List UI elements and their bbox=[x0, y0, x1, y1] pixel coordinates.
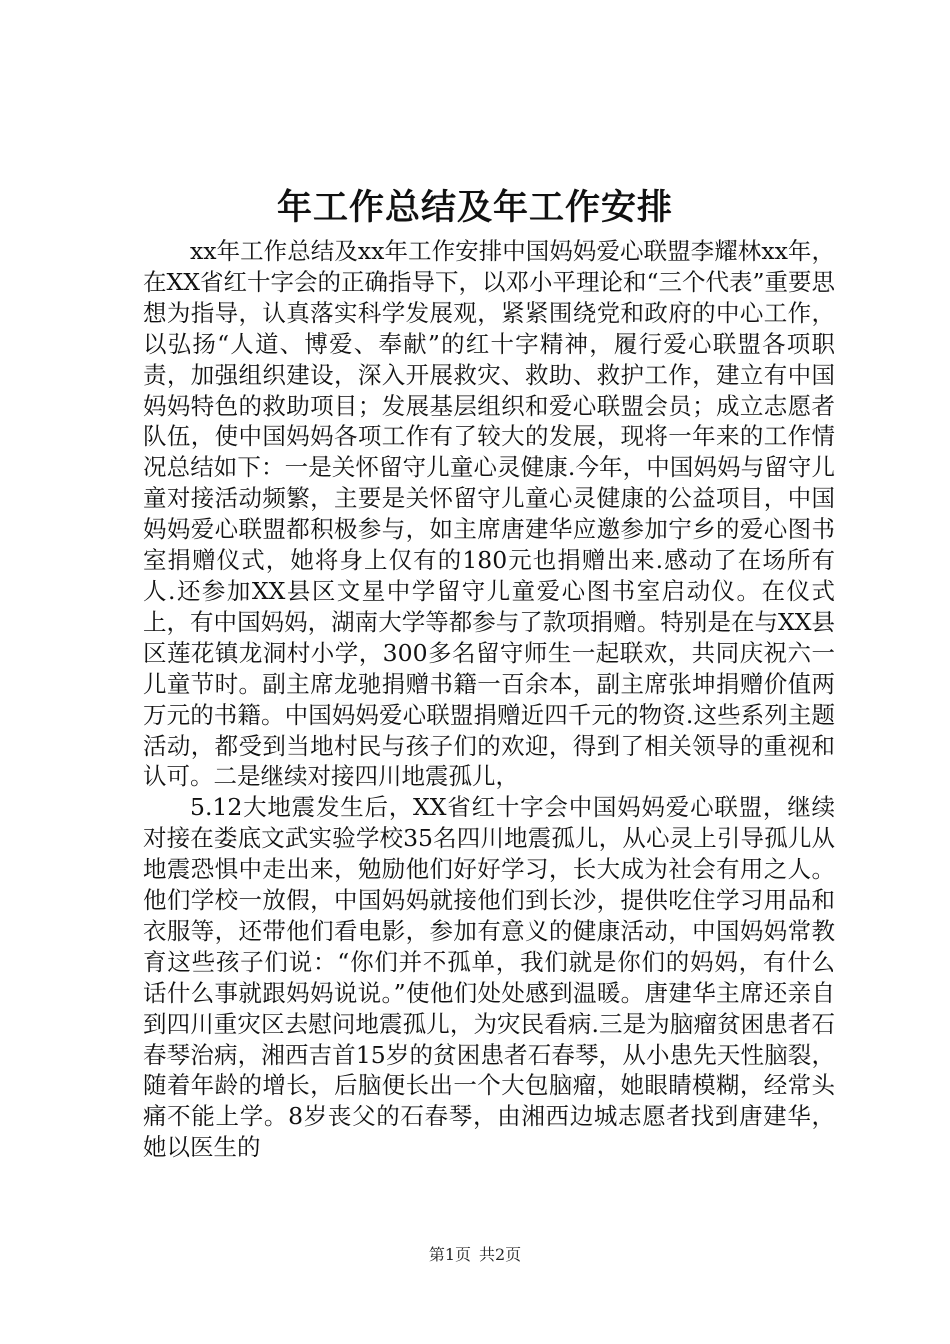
paragraph-2: 5.12大地震发生后，XX省红十字会中国妈妈爱心联盟，继续对接在娄底文武实验学校35名四川地震孤儿，从心灵上引导孤儿从地震恐惧中走出来，勉励他们好好学习，长大成为社会有用之人。他们学校一放假，中国妈妈就接他们到长沙，提供吃住学习用品和衣服等，还带他们看电影，参加有意义的健康活动，中国妈妈常教育这些孩子们说：“你们并不孤单，我们就是你们的妈妈，有什么话什么事就跟妈妈说说。”使他们处处感到温暖。唐建华主席还亲自到四川重灾区去慰问地震孤儿，为灾民看病.三是为脑瘤贫困患者石春琴治病，湘西吉首15岁的贫困患者石春琴，从小患先天性脑裂，随着年龄的增长，后脑便长出一个大包脑瘤，她眼睛模糊，经常头痛不能上学。8岁丧父的石春琴，由湘西边城志愿者找到唐建华，她以医生的 bbox=[143, 793, 835, 1162]
page-total: 共2页 bbox=[479, 1245, 522, 1264]
paragraph-1: xx年工作总结及xx年工作安排中国妈妈爱心联盟李耀林xx年，在XX省红十字会的正确指导下，以邓小平理论和“三个代表”重要思想为指导，认真落实科学发展观，紧紧围绕党和政府的中心工作，以弘扬“人道、博爱、奉献”的红十字精神，履行爱心联盟各项职责，加强组织建设，深入开展救灾、救助、救护工作，建立有中国妈妈特色的救助项目；发展基层组织和爱心联盟会员；成立志愿者队伍，使中国妈妈各项工作有了较大的发展，现将一年来的工作情况总结如下：一是关怀留守儿童心灵健康.今年，中国妈妈与留守儿童对接活动频繁，主要是关怀留守儿童心灵健康的公益项目，中国妈妈爱心联盟都积极参与，如主席唐建华应邀参加宁乡的爱心图书室捐赠仪式，她将身上仅有的180元也捐赠出来.感动了在场所有人.还参加XX县区文星中学留守儿童爱心图书室启动仪。在仪式上，有中国妈妈，湖南大学等都参与了款项捐赠。特别是在与XX县区莲花镇龙洞村小学，300多名留守师生一起联欢，共同庆祝六一儿童节时。副主席龙驰捐赠书籍一百余本，副主席张坤捐赠价值两万元的书籍。中国妈妈爱心联盟捐赠近四千元的物资.这些系列主题活动，都受到当地村民与孩子们的欢迎，得到了相关领导的重视和认可。二是继续对接四川地震孤儿， bbox=[143, 237, 835, 791]
page-footer bbox=[0, 1244, 950, 1266]
page-number: 第1页 bbox=[428, 1245, 471, 1264]
document-body bbox=[143, 236, 835, 1163]
document-title: 年工作总结及年工作安排 bbox=[276, 187, 673, 228]
